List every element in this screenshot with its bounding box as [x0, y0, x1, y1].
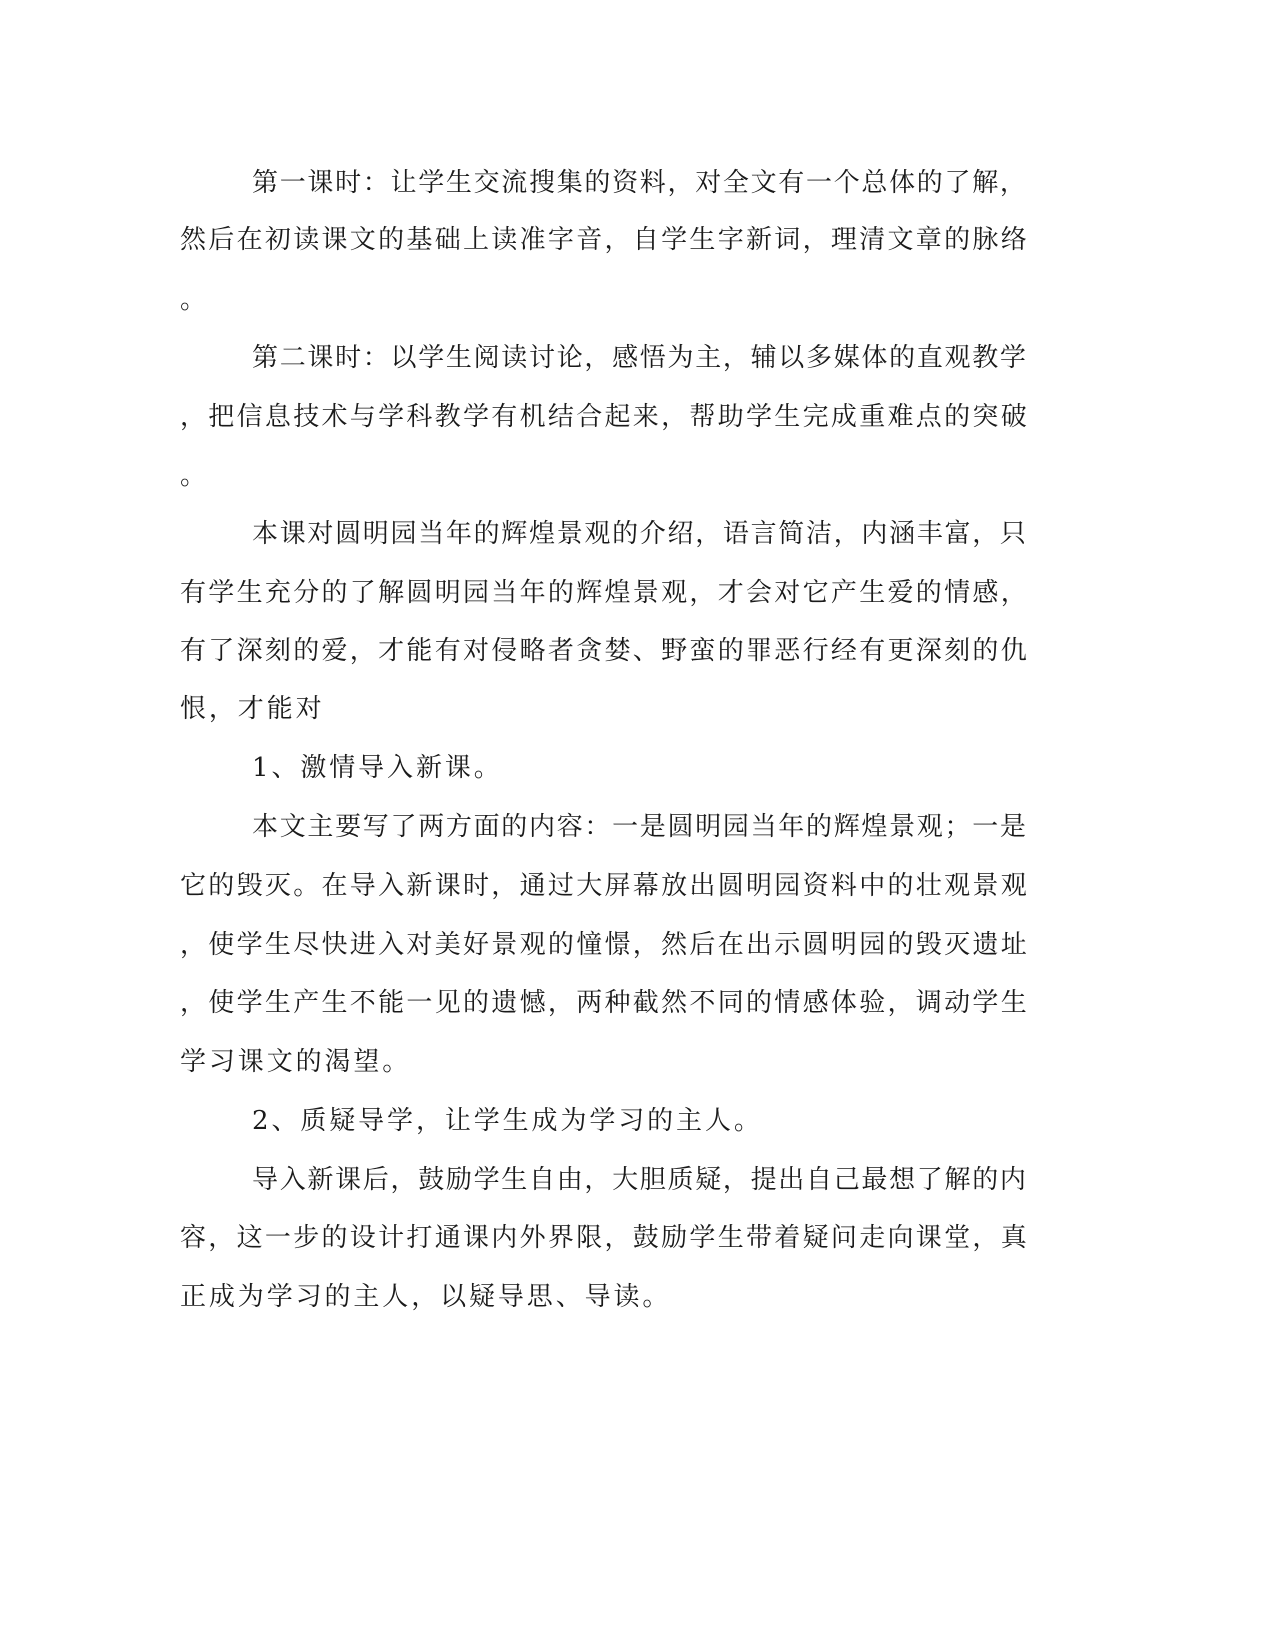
text-line: 第一课时：让学生交流搜集的资料，对全文有一个总体的了解，	[252, 168, 1028, 198]
text-line: 第二课时：以学生阅读讨论，感悟为主，辅以多媒体的直观教学	[252, 343, 1028, 373]
text-line: 本课对圆明园当年的辉煌景观的介绍，语言简洁，内涵丰富，只	[252, 519, 1028, 549]
text-line: 。	[180, 285, 209, 315]
text-line: 恨，才能对	[180, 694, 325, 724]
text-line: 有了深刻的爱，才能有对侵略者贪婪、野蛮的罪恶行经有更深刻的仇	[180, 636, 1030, 666]
text-line: 。	[180, 461, 209, 491]
text-line: 它的毁灭。在导入新课时，通过大屏幕放出圆明园资料中的壮观景观	[180, 871, 1030, 901]
text-line: 本文主要写了两方面的内容：一是圆明园当年的辉煌景观；一是	[252, 812, 1028, 842]
text-line: ，使学生产生不能一见的遗憾，两种截然不同的情感体验，调动学生	[180, 988, 1030, 1018]
text-line: 导入新课后，鼓励学生自由，大胆质疑，提出自己最想了解的内	[252, 1165, 1028, 1195]
text-line: 容，这一步的设计打通课内外界限，鼓励学生带着疑问走向课堂，真	[180, 1223, 1030, 1253]
text-line: ，把信息技术与学科教学有机结合起来，帮助学生完成重难点的突破	[180, 402, 1030, 432]
text-line: ，使学生尽快进入对美好景观的憧憬，然后在出示圆明园的毁灭遗址	[180, 930, 1030, 960]
text-line: 1、激情导入新课。	[252, 753, 503, 783]
text-line: 2、质疑导学，让学生成为学习的主人。	[252, 1106, 763, 1136]
text-line: 正成为学习的主人，以疑导思、导读。	[180, 1282, 672, 1312]
text-line: 然后在初读课文的基础上读准字音，自学生字新词，理清文章的脉络	[180, 225, 1030, 255]
text-line: 学习课文的渴望。	[180, 1047, 412, 1077]
text-line: 有学生充分的了解圆明园当年的辉煌景观，才会对它产生爱的情感，	[180, 578, 1030, 608]
